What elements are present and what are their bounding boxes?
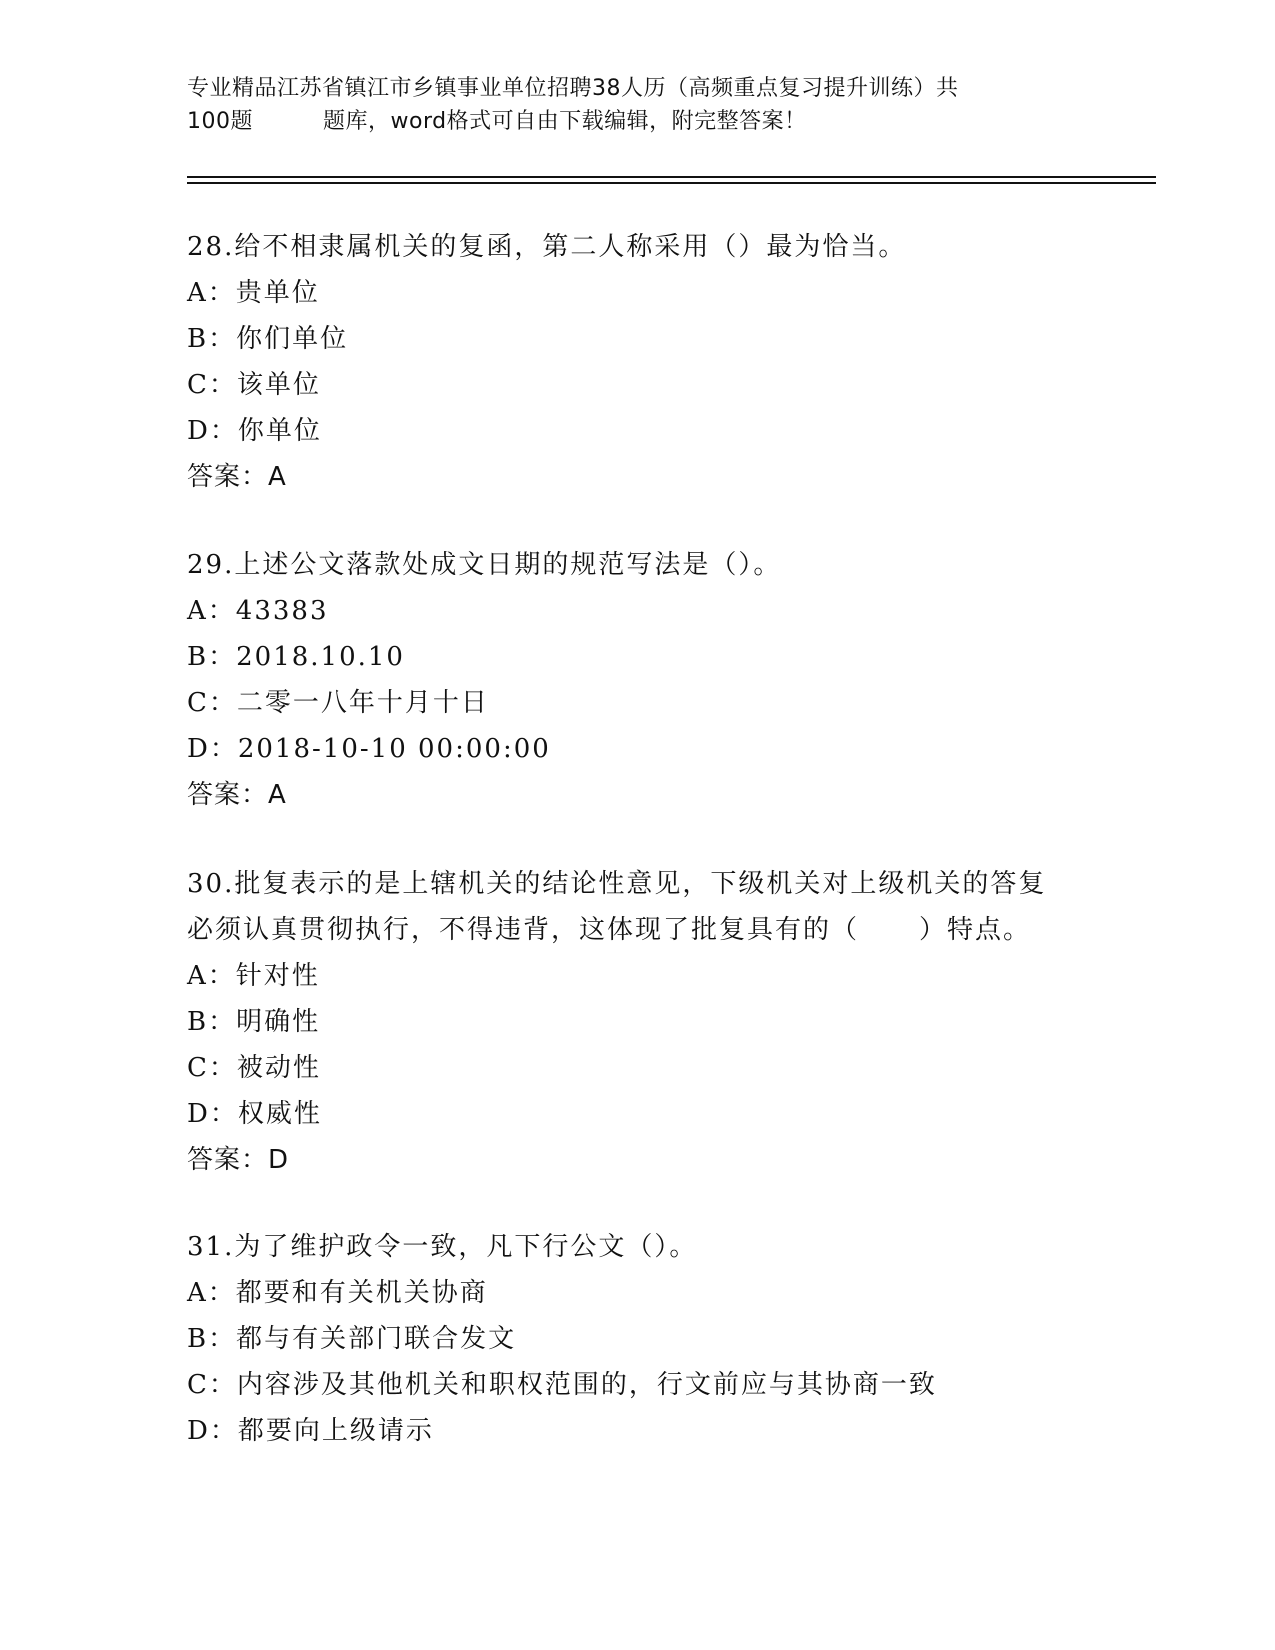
option-b: B：都与有关部门联合发文	[187, 1324, 517, 1354]
option-d: D：你单位	[187, 416, 322, 446]
question-29	[187, 542, 1087, 818]
option-c: C：内容涉及其他机关和职权范围的，行文前应与其协商一致	[187, 1370, 937, 1400]
option-a: A：针对性	[187, 961, 320, 991]
answer: 答案：A	[187, 462, 287, 492]
question-text: 28.给不相隶属机关的复函，第二人称采用（）最为恰当。	[187, 232, 907, 262]
header-title-line-1: 专业精品江苏省镇江市乡镇事业单位招聘38人历（高频重点复习提升训练）共	[187, 76, 959, 101]
question-text: 31.为了维护政令一致，凡下行公文（）。	[187, 1232, 698, 1262]
question-text-line-1: 30.批复表示的是上辖机关的结论性意见，下级机关对上级机关的答复	[187, 869, 1047, 899]
option-c: C：该单位	[187, 370, 321, 400]
question-28	[187, 224, 1087, 500]
option-a: A：都要和有关机关协商	[187, 1278, 488, 1308]
question-text: 29.上述公文落款处成文日期的规范写法是（）。	[187, 550, 782, 580]
option-a: A：43383	[187, 596, 329, 626]
option-c: C：被动性	[187, 1053, 321, 1083]
option-d: D：权威性	[187, 1099, 322, 1129]
question-text-line-2-start: 必须认真贯彻执行，不得违背，这体现了批复具有的（	[187, 915, 860, 945]
header-description: 题库，word格式可自由下载编辑，附完整答案！	[323, 109, 807, 134]
document-header	[187, 72, 1087, 138]
answer: 答案：A	[187, 780, 287, 810]
question-30	[187, 861, 1087, 1183]
header-divider-top	[187, 176, 1156, 178]
question-text-line-2-end: ）特点。	[919, 915, 1032, 945]
option-b: B：明确性	[187, 1007, 321, 1037]
option-d: D：2018-10-10 00:00:00	[187, 734, 551, 764]
option-a: A：贵单位	[187, 278, 320, 308]
header-title-line-2	[187, 105, 1087, 138]
header-question-count: 100题	[187, 109, 253, 134]
header-divider-bottom	[187, 182, 1156, 184]
option-b: B：你们单位	[187, 324, 349, 354]
question-text-line-2	[187, 907, 1087, 953]
option-b: B：2018.10.10	[187, 642, 405, 672]
answer: 答案：D	[187, 1145, 290, 1175]
option-d: D：都要向上级请示	[187, 1416, 434, 1446]
question-31	[187, 1224, 1087, 1454]
option-c: C：二零一八年十月十日	[187, 688, 489, 718]
